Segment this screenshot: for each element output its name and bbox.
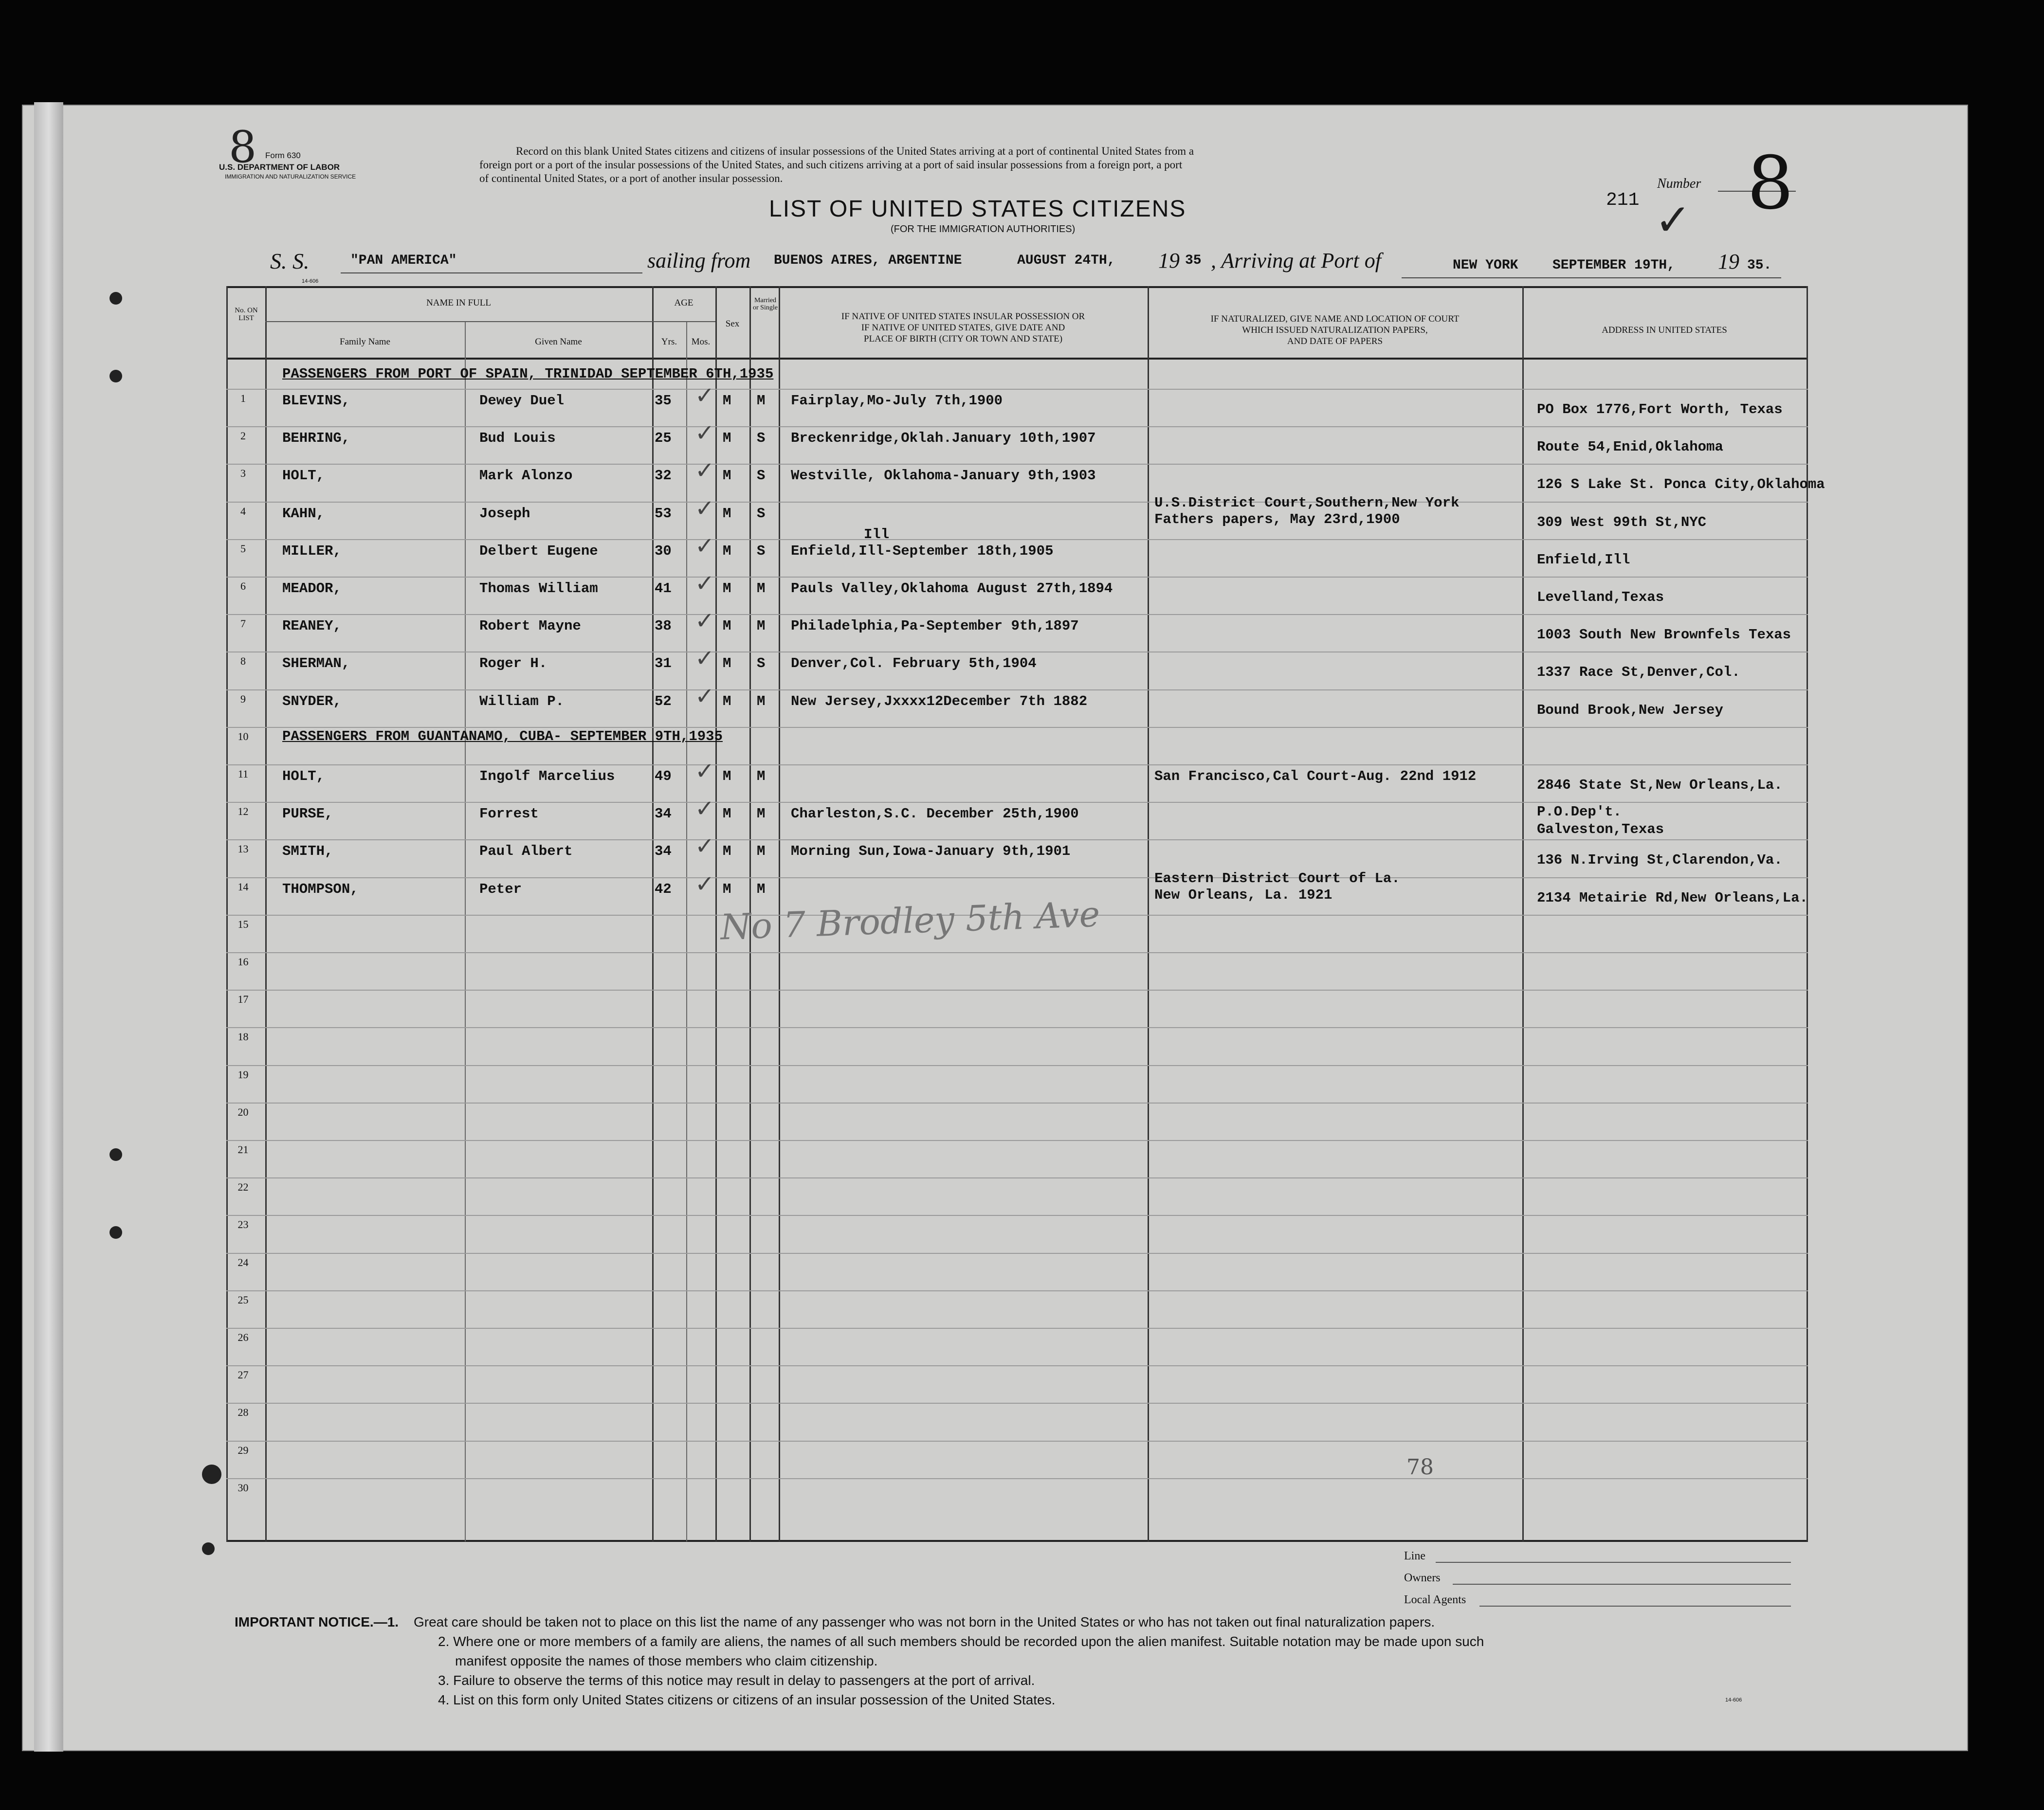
year-prefix-2: 19 bbox=[1718, 250, 1739, 273]
cell-marital-status: M bbox=[757, 580, 766, 597]
row-line bbox=[226, 1253, 1808, 1254]
cell-family-name: SHERMAN, bbox=[282, 655, 350, 672]
check-mark: ✓ bbox=[695, 870, 715, 898]
row-line bbox=[226, 990, 1808, 991]
cell-address: 126 S Lake St. Ponca City,Oklahoma bbox=[1537, 476, 1825, 493]
row-line bbox=[226, 1215, 1808, 1216]
row-line bbox=[226, 614, 1808, 615]
row-number: 4 bbox=[240, 505, 246, 517]
cell-address: 2134 Metairie Rd,New Orleans,La. bbox=[1537, 889, 1808, 906]
row-line bbox=[226, 689, 1808, 690]
section-header-trinidad: PASSENGERS FROM PORT OF SPAIN, TRINIDAD SEPTEMBER 6TH,1935 bbox=[282, 366, 774, 382]
cell-birth-place-date: Philadelphia,Pa-September 9th,1897 bbox=[791, 618, 1079, 634]
cell-naturalization-court-line2: New Orleans, La. 1921 bbox=[1154, 887, 1332, 903]
cell-family-name: REANEY, bbox=[282, 618, 342, 634]
cell-address: Enfield,Ill bbox=[1537, 551, 1630, 568]
cell-given-name: Robert Mayne bbox=[479, 618, 581, 634]
header-no-on-list: No. ON LIST bbox=[235, 307, 258, 322]
cell-address-line2: Galveston,Texas bbox=[1537, 821, 1664, 838]
notice-4: 4. List on this form only United States citizens or citizens of an insular possession of the United States. bbox=[438, 1692, 1056, 1707]
cell-age: 53 bbox=[655, 505, 672, 522]
cell-given-name: Mark Alonzo bbox=[479, 468, 573, 484]
punch-hole bbox=[110, 1148, 122, 1161]
cell-naturalization-court: San Francisco,Cal Court-Aug. 22nd 1912 bbox=[1154, 768, 1477, 784]
row-number: 21 bbox=[237, 1143, 249, 1156]
notice-2b: manifest opposite the names of those members who claim citizenship. bbox=[455, 1653, 878, 1668]
year-suffix-2: 35. bbox=[1747, 258, 1772, 273]
cell-naturalization-court-line2: Fathers papers, May 23rd,1900 bbox=[1154, 511, 1400, 527]
record-instructions-3: of continental United States, or a port of another insular possession. bbox=[479, 172, 783, 184]
row-line bbox=[226, 502, 1808, 503]
row-number: 11 bbox=[237, 768, 249, 780]
cell-birth-place-date: Denver,Col. February 5th,1904 bbox=[791, 655, 1037, 672]
cell-sex: M bbox=[723, 618, 731, 634]
arriving-label: , Arriving at Port of bbox=[1211, 249, 1381, 272]
cell-given-name: Peter bbox=[479, 881, 522, 897]
cell-marital-status: S bbox=[757, 505, 766, 522]
row-number: 5 bbox=[240, 542, 246, 555]
cell-age: 42 bbox=[655, 881, 672, 897]
cell-sex: M bbox=[723, 393, 731, 409]
notice-title: IMPORTANT NOTICE.—1. bbox=[235, 1614, 399, 1629]
cell-sex: M bbox=[723, 693, 731, 709]
row-line bbox=[226, 1103, 1808, 1104]
cell-age: 30 bbox=[655, 543, 672, 559]
sailing-date: AUGUST 24TH, bbox=[1017, 253, 1115, 268]
header-mos: Mos. bbox=[691, 337, 711, 347]
row-line bbox=[226, 1478, 1808, 1479]
form-code-small: 14-606 bbox=[302, 278, 319, 284]
cell-address: P.O.Dep't. bbox=[1537, 804, 1622, 820]
cell-marital-status: M bbox=[757, 806, 766, 822]
cell-given-name: Delbert Eugene bbox=[479, 543, 598, 559]
row-line bbox=[226, 464, 1808, 465]
cell-address: Bound Brook,New Jersey bbox=[1537, 702, 1723, 718]
check-mark: ✓ bbox=[695, 570, 715, 597]
punch-hole bbox=[110, 292, 122, 305]
cell-birth-place-date: Charleston,S.C. December 25th,1900 bbox=[791, 806, 1079, 822]
year-prefix-1: 19 bbox=[1158, 249, 1180, 272]
cell-naturalization-court: U.S.District Court,Southern,New York bbox=[1154, 494, 1460, 511]
row-number: 24 bbox=[237, 1256, 249, 1268]
header-family-name: Family Name bbox=[340, 337, 390, 347]
row-number: 7 bbox=[240, 617, 246, 630]
check-mark: ✓ bbox=[695, 532, 715, 560]
row-number: 23 bbox=[237, 1218, 249, 1231]
cell-age: 32 bbox=[655, 468, 672, 484]
form-service: IMMIGRATION AND NATURALIZATION SERVICE bbox=[225, 173, 356, 180]
page-subtitle: (FOR THE IMMIGRATION AUTHORITIES) bbox=[891, 224, 1076, 235]
row-number: 8 bbox=[240, 655, 246, 668]
cell-sex: M bbox=[723, 580, 731, 597]
row-number: 16 bbox=[237, 956, 249, 968]
cell-birth-place-date: Morning Sun,Iowa-January 9th,1901 bbox=[791, 843, 1071, 860]
punch-hole bbox=[110, 370, 122, 382]
row-line bbox=[226, 727, 1808, 728]
check-mark: ✓ bbox=[695, 758, 715, 785]
header-native-line3: PLACE OF BIRTH (CITY OR TOWN AND STATE) bbox=[863, 334, 1063, 344]
check-mark: ✓ bbox=[695, 795, 715, 823]
notice-2a: 2. Where one or more members of a family are aliens, the names of all such members should be recorded upon the alien manifest. Suitable notation may be made upon such bbox=[438, 1634, 1484, 1649]
cell-marital-status: M bbox=[757, 693, 766, 709]
notice-3: 3. Failure to observe the terms of this notice may result in delay to passengers at the port of arrival. bbox=[438, 1673, 1035, 1688]
row-number: 18 bbox=[237, 1031, 249, 1043]
cell-marital-status: M bbox=[757, 881, 766, 897]
notice-1: Great care should be taken not to place on this list the name of any passenger who was not born in the United States or who has not taken out final naturalization papers. bbox=[414, 1614, 1435, 1629]
cell-family-name: BLEVINS, bbox=[282, 393, 350, 409]
row-number: 27 bbox=[237, 1369, 249, 1381]
cell-family-name: SMITH, bbox=[282, 843, 333, 860]
cell-naturalization-court: Eastern District Court of La. bbox=[1154, 870, 1400, 887]
row-number: 22 bbox=[237, 1181, 249, 1194]
cell-family-name: PURSE, bbox=[282, 806, 333, 822]
cell-address: 136 N.Irving St,Clarendon,Va. bbox=[1537, 852, 1783, 869]
header-sex: Sex bbox=[725, 319, 740, 329]
cell-family-name: SNYDER, bbox=[282, 693, 342, 709]
form-number: Form 630 bbox=[265, 151, 301, 160]
cell-marital-status: M bbox=[757, 843, 766, 860]
cell-family-name: KAHN, bbox=[282, 505, 325, 522]
header-naturalized-line3: AND DATE OF PAPERS bbox=[1287, 336, 1383, 346]
ship-name: "PAN AMERICA" bbox=[350, 253, 457, 268]
row-line bbox=[226, 1403, 1808, 1404]
row-number: 19 bbox=[237, 1068, 249, 1081]
row-number: 15 bbox=[237, 918, 249, 930]
cell-address: 1003 South New Brownfels Texas bbox=[1537, 627, 1791, 643]
row-number: 1 bbox=[240, 392, 246, 404]
cell-family-name: MILLER, bbox=[282, 543, 342, 559]
cell-birth-place-date: Westville, Oklahoma-January 9th,1903 bbox=[791, 468, 1096, 484]
cell-sex: M bbox=[723, 881, 731, 897]
year-suffix-1: 35 bbox=[1185, 253, 1202, 268]
arriving-date: SEPTEMBER 19TH, bbox=[1552, 258, 1676, 273]
cell-sex: M bbox=[723, 806, 731, 822]
cell-age: 35 bbox=[655, 393, 672, 409]
cell-age: 34 bbox=[655, 806, 672, 822]
cell-birth-place-date: Pauls Valley,Oklahoma August 27th,1894 bbox=[791, 580, 1113, 597]
cell-address: 309 West 99th St,NYC bbox=[1537, 514, 1707, 530]
page-stamp: 78 bbox=[1406, 1455, 1434, 1480]
check-mark: ✓ bbox=[695, 833, 715, 860]
cell-family-name: THOMPSON, bbox=[282, 881, 359, 897]
cell-sex: M bbox=[723, 505, 731, 522]
cell-address: PO Box 1776,Fort Worth, Texas bbox=[1537, 401, 1783, 417]
arriving-port: NEW YORK bbox=[1453, 258, 1518, 273]
punch-hole bbox=[110, 1226, 122, 1239]
binder-strip bbox=[34, 102, 63, 1752]
row-line bbox=[226, 1365, 1808, 1366]
row-number: 25 bbox=[237, 1293, 249, 1306]
row-line bbox=[226, 1290, 1808, 1291]
number-value: 8 bbox=[1747, 141, 1794, 226]
row-line bbox=[226, 952, 1808, 953]
cell-sex: M bbox=[723, 543, 731, 559]
owners-label: Owners bbox=[1404, 1572, 1441, 1584]
row-line bbox=[226, 839, 1808, 840]
row-number: 3 bbox=[240, 467, 246, 480]
check-mark: ✓ bbox=[695, 682, 715, 710]
cell-age: 41 bbox=[655, 580, 672, 597]
row-number: 30 bbox=[237, 1481, 249, 1494]
cell-address: Route 54,Enid,Oklahoma bbox=[1537, 439, 1723, 455]
page-title: LIST OF UNITED STATES CITIZENS bbox=[769, 196, 1186, 222]
row-number: 2 bbox=[240, 430, 246, 442]
header-yrs: Yrs. bbox=[661, 337, 677, 347]
cell-sex: M bbox=[723, 768, 731, 784]
cell-address: 2846 State St,New Orleans,La. bbox=[1537, 777, 1783, 793]
row-line bbox=[226, 1027, 1808, 1028]
header-native-line2: IF NATIVE OF UNITED STATES, GIVE DATE AND bbox=[861, 323, 1065, 333]
cell-given-name: Roger H. bbox=[479, 655, 548, 672]
cell-sex: M bbox=[723, 468, 731, 484]
row-line bbox=[226, 389, 1808, 390]
check-mark: ✓ bbox=[695, 645, 715, 672]
cell-birth-place-date: New Jersey,Jxxxx12December 7th 1882 bbox=[791, 693, 1088, 709]
cell-age: 52 bbox=[655, 693, 672, 709]
cell-given-name: Joseph bbox=[479, 505, 530, 522]
cell-sex: M bbox=[723, 843, 731, 860]
section-header-cuba: PASSENGERS FROM GUANTANAMO, CUBA- SEPTEMBER 9TH,1935 bbox=[282, 728, 723, 744]
line-label: Line bbox=[1404, 1550, 1425, 1562]
cell-sex: M bbox=[723, 430, 731, 447]
row-number: 10 bbox=[237, 730, 249, 742]
cell-given-name: William P. bbox=[479, 693, 565, 709]
row-line bbox=[226, 1065, 1808, 1066]
check-mark: ✓ bbox=[695, 382, 715, 409]
header-naturalized-line2: WHICH ISSUED NATURALIZATION PAPERS, bbox=[1242, 325, 1428, 335]
header-married-single: Married or Single bbox=[753, 297, 778, 311]
row-number: 13 bbox=[237, 843, 249, 855]
cell-birth-place-date: Breckenridge,Oklah.January 10th,1907 bbox=[791, 430, 1096, 447]
sailing-from-port: BUENOS AIRES, ARGENTINE bbox=[774, 253, 962, 268]
row-line bbox=[226, 577, 1808, 578]
header-given-name: Given Name bbox=[535, 337, 582, 347]
cell-marital-status: S bbox=[757, 468, 766, 484]
row-number: 14 bbox=[237, 880, 249, 893]
ss-prefix: S. S. bbox=[270, 249, 310, 273]
stamp-211: 211 bbox=[1606, 190, 1640, 211]
cell-marital-status: S bbox=[757, 655, 766, 672]
row-line bbox=[226, 1441, 1808, 1442]
header-address: ADDRESS IN UNITED STATES bbox=[1602, 325, 1727, 335]
row-number: 20 bbox=[237, 1105, 249, 1118]
cell-marital-status: M bbox=[757, 618, 766, 634]
row-line bbox=[226, 877, 1808, 878]
row-line bbox=[226, 426, 1808, 427]
punch-hole bbox=[202, 1465, 221, 1484]
footer-code: 14-606 bbox=[1725, 1697, 1742, 1703]
cell-given-name: Paul Albert bbox=[479, 843, 573, 860]
cell-sex: M bbox=[723, 655, 731, 672]
cell-age: 49 bbox=[655, 768, 672, 784]
header-naturalized-line1: IF NATURALIZED, GIVE NAME AND LOCATION OF COURT bbox=[1210, 314, 1460, 324]
row-line bbox=[226, 539, 1808, 540]
record-instructions-2: foreign port or a port of the insular possessions of the United States, and such citizens arriving at a port of said insular possessions from a foreign port, a port bbox=[479, 159, 1183, 171]
punch-hole bbox=[202, 1542, 215, 1555]
cell-address: Levelland,Texas bbox=[1537, 589, 1664, 605]
cell-birth-place-date: Fairplay,Mo-July 7th,1900 bbox=[791, 393, 1003, 409]
cell-age: 34 bbox=[655, 843, 672, 860]
row-line bbox=[226, 764, 1808, 765]
cell-age: 31 bbox=[655, 655, 672, 672]
check-mark-handwritten: ✓ bbox=[1655, 197, 1692, 245]
cell-given-name: Ingolf Marcelius bbox=[479, 768, 615, 784]
check-mark: ✓ bbox=[695, 607, 715, 635]
check-mark: ✓ bbox=[695, 494, 715, 522]
cell-family-name: HOLT, bbox=[282, 468, 325, 484]
sailing-from-label: sailing from bbox=[647, 249, 751, 272]
row-line bbox=[226, 1140, 1808, 1141]
header-native-line1: IF NATIVE OF UNITED STATES INSULAR POSSESSION OR bbox=[841, 311, 1085, 322]
record-instructions-1: Record on this blank United States citizens and citizens of insular possessions of the United States arriving at a port of continental United States from a bbox=[516, 145, 1194, 157]
row-number: 17 bbox=[237, 993, 249, 1006]
cell-marital-status: S bbox=[757, 543, 766, 559]
form-department: U.S. DEPARTMENT OF LABOR bbox=[219, 163, 340, 172]
cell-address: 1337 Race St,Denver,Col. bbox=[1537, 664, 1740, 681]
cell-given-name: Forrest bbox=[479, 806, 539, 822]
row-number: 12 bbox=[237, 805, 249, 818]
header-name-in-full: NAME IN FULL bbox=[426, 298, 491, 308]
cell-family-name: HOLT, bbox=[282, 768, 325, 784]
check-mark: ✓ bbox=[695, 457, 715, 485]
handwritten-note: No 7 Brodley 5th Ave bbox=[719, 893, 1101, 948]
cell-marital-status: M bbox=[757, 768, 766, 784]
handwritten-corner-mark: 8 bbox=[229, 122, 257, 173]
cell-birth-place-date: Enfield,Ill-September 18th,1905 bbox=[791, 543, 1054, 559]
cell-given-name: Thomas William bbox=[479, 580, 598, 597]
row-number: 6 bbox=[240, 580, 246, 592]
cell-marital-status: S bbox=[757, 430, 766, 447]
cell-family-name: BEHRING, bbox=[282, 430, 350, 447]
local-agents-label: Local Agents bbox=[1404, 1593, 1466, 1606]
row-number: 29 bbox=[237, 1444, 249, 1456]
row-line bbox=[226, 802, 1808, 803]
cell-age: 38 bbox=[655, 618, 672, 634]
row-number: 28 bbox=[237, 1406, 249, 1419]
cell-family-name: MEADOR, bbox=[282, 580, 342, 597]
cell-birth-note: Ill bbox=[864, 526, 890, 543]
cell-marital-status: M bbox=[757, 393, 766, 409]
header-age: AGE bbox=[674, 298, 694, 308]
row-number: 9 bbox=[240, 692, 246, 705]
cell-given-name: Dewey Duel bbox=[479, 393, 565, 409]
number-label: Number bbox=[1657, 176, 1701, 191]
row-line bbox=[226, 1328, 1808, 1329]
cell-age: 25 bbox=[655, 430, 672, 447]
row-number: 26 bbox=[237, 1331, 249, 1343]
check-mark: ✓ bbox=[695, 419, 715, 447]
cell-given-name: Bud Louis bbox=[479, 430, 556, 447]
row-line bbox=[226, 1177, 1808, 1178]
